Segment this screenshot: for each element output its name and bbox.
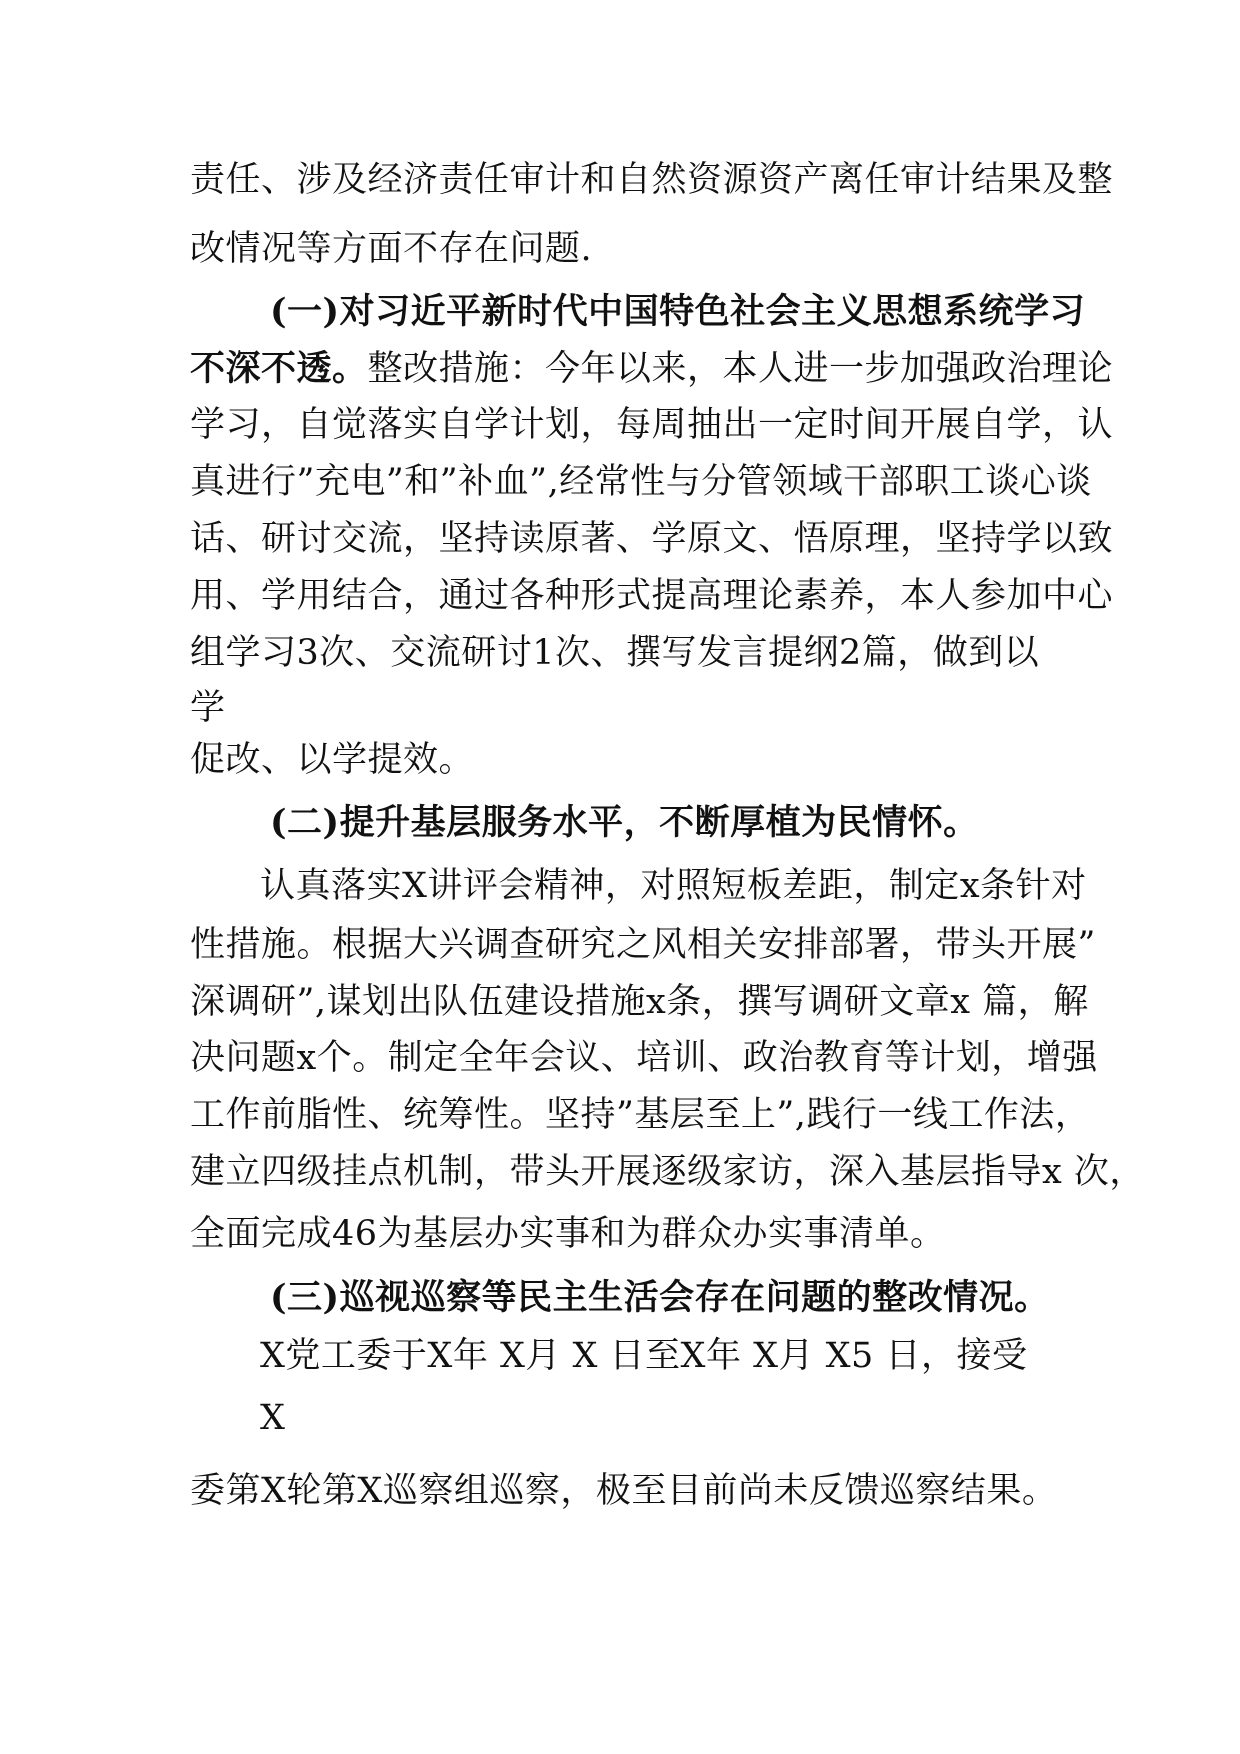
paragraph-line: 改情况等方面不存在问题.	[190, 229, 593, 269]
section-heading-1-continued: 不深不透。	[190, 348, 368, 389]
paragraph-line: 建立四级挂点机制，带头开展逐级家访，深入基层指导x 次，	[190, 1152, 1145, 1192]
paragraph-line: 责任、涉及经济责任审计和自然资源资产离任审计结果及整	[190, 160, 1114, 200]
paragraph-line: 性措施。根据大兴调查研究之风相关安排部署，带头开展”	[190, 925, 1096, 965]
section-heading-3: (三)巡视巡察等民主生活会存在问题的整改情况。	[270, 1277, 1050, 1318]
paragraph-line: 学习，自觉落实自学计划，每周抽出一定时间开展自学，认	[190, 405, 1114, 445]
paragraph-line: 用、学用结合，通过各种形式提高理论素养，本人参加中心	[190, 576, 1114, 616]
paragraph-line: 学	[190, 688, 226, 728]
paragraph-line: 话、研讨交流，坚持读原著、学原文、悟原理，坚持学以致	[190, 519, 1114, 559]
measures-text: 整改措施：今年以来，本人进一步加强政治理论	[367, 349, 1114, 389]
paragraph-line	[190, 349, 1113, 389]
paragraph-line: X	[260, 1398, 286, 1438]
section-heading-2: (二)提升基层服务水平，不断厚植为民情怀。	[270, 802, 979, 843]
paragraph-line: 委第X轮第X巡察组巡察，极至目前尚未反馈巡察结果。	[190, 1471, 1058, 1511]
paragraph-line: 组学习3次、交流研讨1次、撰写发言提纲2篇，做到以	[190, 633, 1040, 673]
paragraph-line: 决问题x个。制定全年会议、培训、政治教育等计划，增强	[190, 1038, 1098, 1078]
paragraph-line: 促改、以学提效。	[190, 740, 475, 780]
paragraph-line: 认真落实X讲评会精神，对照短板差距，制定x条针对	[260, 866, 1087, 906]
paragraph-line: 深调研”,谋划出队伍建设措施x条，撰写调研文章x 篇，解	[190, 982, 1089, 1022]
paragraph-line: 真进行”充电”和”补血”,经常性与分管领域干部职工谈心谈	[190, 462, 1092, 502]
paragraph-line: 全面完成46为基层办实事和为群众办实事清单。	[190, 1214, 946, 1254]
paragraph-line: X党工委于X年 X月 X 日至X年 X月 X5 日，接受	[260, 1336, 1028, 1376]
paragraph-line: 工作前脂性、统筹性。坚持”基层至上”,践行一线工作法，	[190, 1095, 1091, 1135]
section-heading-1: (一)对习近平新时代中国特色社会主义思想系统学习	[270, 291, 1086, 332]
